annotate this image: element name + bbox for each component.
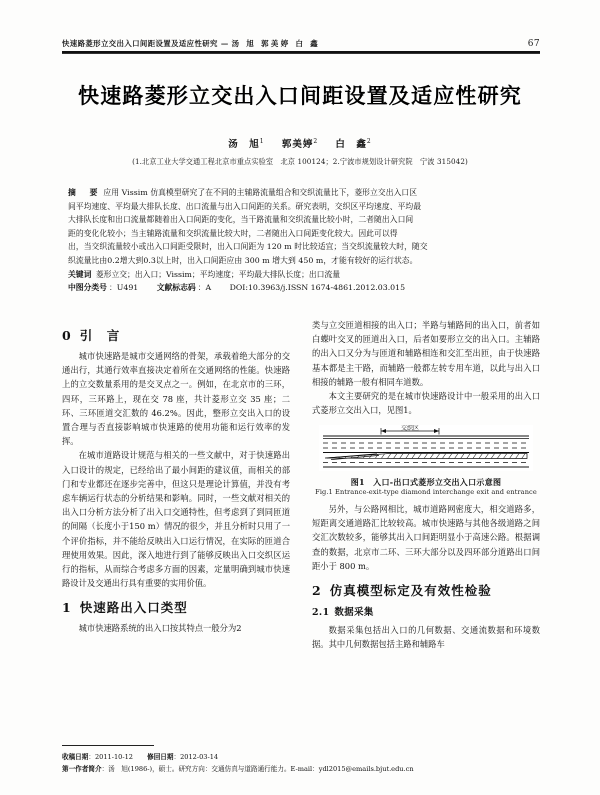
revised-value: ：2012-03-14 (173, 753, 219, 761)
page-number: 67 (527, 39, 540, 49)
section-1-paragraph-1: 城市快速路系统的出入口按其特点一般分为2 (78, 623, 242, 634)
figure-1-image (319, 425, 533, 471)
section-intro-title: 引 言 (79, 328, 121, 343)
section-2-number: 2 (312, 582, 322, 598)
author-3-sup: 2 (366, 137, 372, 145)
author-1-sup: 1 (259, 137, 265, 145)
section-heading-1 (62, 600, 290, 616)
right-paragraph-1: 类与立交匝道相接的出入口；半路与辅路间的出入口，前者如白蝶叶交叉的匝道出入口，后者如要形立交的出入口。主辅路的出入口又分为与匝道和辅路相连和交汇至出匝，由于快速路基本都是主干路，而辅路一般都左转专用车道，以此与出入口相接的辅路一般有相同车道数。 (312, 320, 540, 387)
abstract-line-2: 间平均速度、平均最大排队长度、出口流量与出入口间距的关系。研究表明，交织区平均速度、平均最 (68, 201, 422, 211)
keywords-text: 菱形立交；出入口；Vissim；平均速度；平均最大排队长度；出口流量 (95, 269, 341, 279)
abstract-line-5: 出，当交织流量较小或出入口间距受限时，出入口间距为 120 m 时比较适宜；当交织流量较大时，随交 (68, 242, 428, 252)
section-1-title: 快速路出入口类型 (79, 600, 188, 616)
author-1: 汤 旭 (228, 139, 260, 150)
footnote-dates (62, 752, 540, 764)
running-head-left (62, 38, 320, 49)
section-heading-intro (62, 328, 290, 344)
page-title: 快速路菱形立交出入口间距设置及适应性研究 (78, 83, 522, 108)
abstract-line-6: 织流量比由0.2增大到0.3以上时，出入口间距应由 300 m 增大到 450 m，才能有较好的运行状态。 (68, 255, 418, 265)
received-value: ：2011-10-12 (88, 753, 133, 761)
subsection-2-1-paragraph: 数据采集包括出入口的几何数据、交通流数据和环境数据。其中几何数据包括主路和辅路车 (312, 624, 540, 650)
column-right (312, 318, 540, 651)
right-paragraph-2: 本文主要研究的是在城市快速路设计中一般采用的出入口式菱形立交出入口，见图1。 (312, 391, 540, 416)
running-head-dash: — (220, 39, 229, 48)
figure-1 (312, 425, 540, 498)
header-rule (62, 51, 540, 53)
cls-value: ：U491 (108, 283, 139, 293)
revised-label: 修回日期 (147, 753, 174, 761)
figure-1-caption-en (312, 488, 540, 498)
section-1-number: 1 (62, 600, 72, 616)
abstract-line-1 (68, 186, 534, 200)
subsection-2-1-number: 2.1 (312, 606, 330, 618)
author-bio-label: 第一作者简介 (62, 764, 102, 773)
subsection-heading-2-1 (312, 606, 540, 620)
cls-label: 中图分类号 (68, 283, 107, 293)
classification-line (68, 281, 534, 295)
svg-text:交织区: 交织区 (400, 425, 420, 433)
figure-1-caption-cn: 图1 入口-出口式菱形立交出入口示意图 (350, 477, 502, 488)
doc-label: 文献标志码 (156, 283, 196, 293)
author-3: 白 鑫 (335, 139, 367, 150)
author-bio-value: ：汤 旭(1986-)，硕士。研究方向：交通仿真与道路通行能力。E-mail：ydl2015@emails.bjut.edu.cn (101, 764, 414, 773)
figure-1-caption-en-text: Entrance-exit-type diamond interchange exit and entrance (335, 488, 537, 497)
keywords-label: 关键词 (68, 269, 92, 279)
intro-paragraph-1: 城市快速路是城市交通网络的骨架，承载着绝大部分的交通出行，其通行效率直接决定着所在交通网络的性能。快速路上的立交数量系用的是交叉点之一。例如，在北京市的三环，四环，三环路上，现在交 78 座，共计菱形立交 35 座；二环、三环匝道交汇数的 46.2%。因此，整形立交出入口的设置合理与否直接影响城市快速路的使用功能和运行效率的发挥。 (62, 351, 290, 447)
abstract-text-1: 应用 Vissim 仿真模型研究了在不同的主辅路流量组合和交织流量比下，菱形立交出入口区 (103, 188, 418, 197)
section-heading-2 (312, 583, 540, 599)
section-2-title: 仿真模型标定及有效性检验 (329, 582, 492, 598)
received-label: 收稿日期 (62, 753, 89, 761)
abstract-label: 摘 要 (68, 188, 101, 197)
subsection-2-1-title: 数据采集 (334, 606, 374, 618)
keywords-line (68, 268, 534, 282)
footnote-author (62, 764, 540, 776)
doi-text: DOI:10.3963/j.ISSN 1674-4861.2012.03.015 (229, 283, 406, 293)
running-head-title: 快速路菱形立交出入口间距设置及适应性研究 (62, 39, 218, 48)
diamond-interchange-diagram (319, 425, 533, 471)
abstract-line-3: 大排队长度和出口流量都随着出入口间距的变化，当干路流量和交织流量比较小时，二者随出入口间 (68, 215, 414, 225)
column-left (62, 318, 290, 636)
running-head (62, 38, 540, 49)
authors-line (0, 136, 600, 150)
abstract-block (68, 186, 534, 295)
figure-1-caption-en-num: Fig.1 (315, 488, 333, 497)
abstract-line-4: 距的变化化较小；当主辅路流量和交织流量比较大时，二者随出入口间距变化较大。因此可以得 (68, 228, 398, 238)
header-rule-thin (62, 53, 540, 54)
right-paragraph-3: 另外，与公路网相比，城市道路网密度大，相交道路多，短距离交通道路汇比较较高。城市快速路与其他各级道路之间交汇次数较多，能够其出入口间距明显小于高速公路。根据调查的数据，北京市二环、三环大部分以及四环部分道路出口间距小于 800 m。 (312, 503, 540, 571)
footnote-block (62, 752, 540, 775)
author-2-sup: 2 (313, 137, 319, 145)
intro-paragraph-2: 在城市道路设计规范与相关的一些文献中，对于快速路出入口设计的规定，已经给出了最小间距的建议值，而相关的部门和专业都还在逐步完善中，但这只是理论计算值，并没有考虑车辆运行状态的分析结果和影响。同时，一些文献对相关的出入口分析方法分析了出入口交通特性，但考虑到了到同匝道的间隔（长度小于150 m）情况的很少，并且分析时只用了一个评价指标，并不能给反映出入口运行情况，在实际的匝道合理使用效果。因此，深入地进行到了能够反映出入口交织区运行的指标，从而综合考虑多方面的因素，定量明确到城市快速路设计及交通出行具有重要的实用价值。 (62, 450, 290, 589)
affiliation: (1.北京工业大学交通工程北京市重点实验室 北京 100124；2.宁波市规划设计研究院 宁波 315042) (132, 157, 468, 166)
author-2: 郭美婷 (281, 139, 314, 150)
footnote-rule (62, 745, 154, 746)
section-intro-number: 0 (62, 328, 72, 343)
running-head-authors: 汤 旭 郭美婷 白 鑫 (231, 39, 321, 48)
doc-value: ：A (197, 283, 212, 293)
